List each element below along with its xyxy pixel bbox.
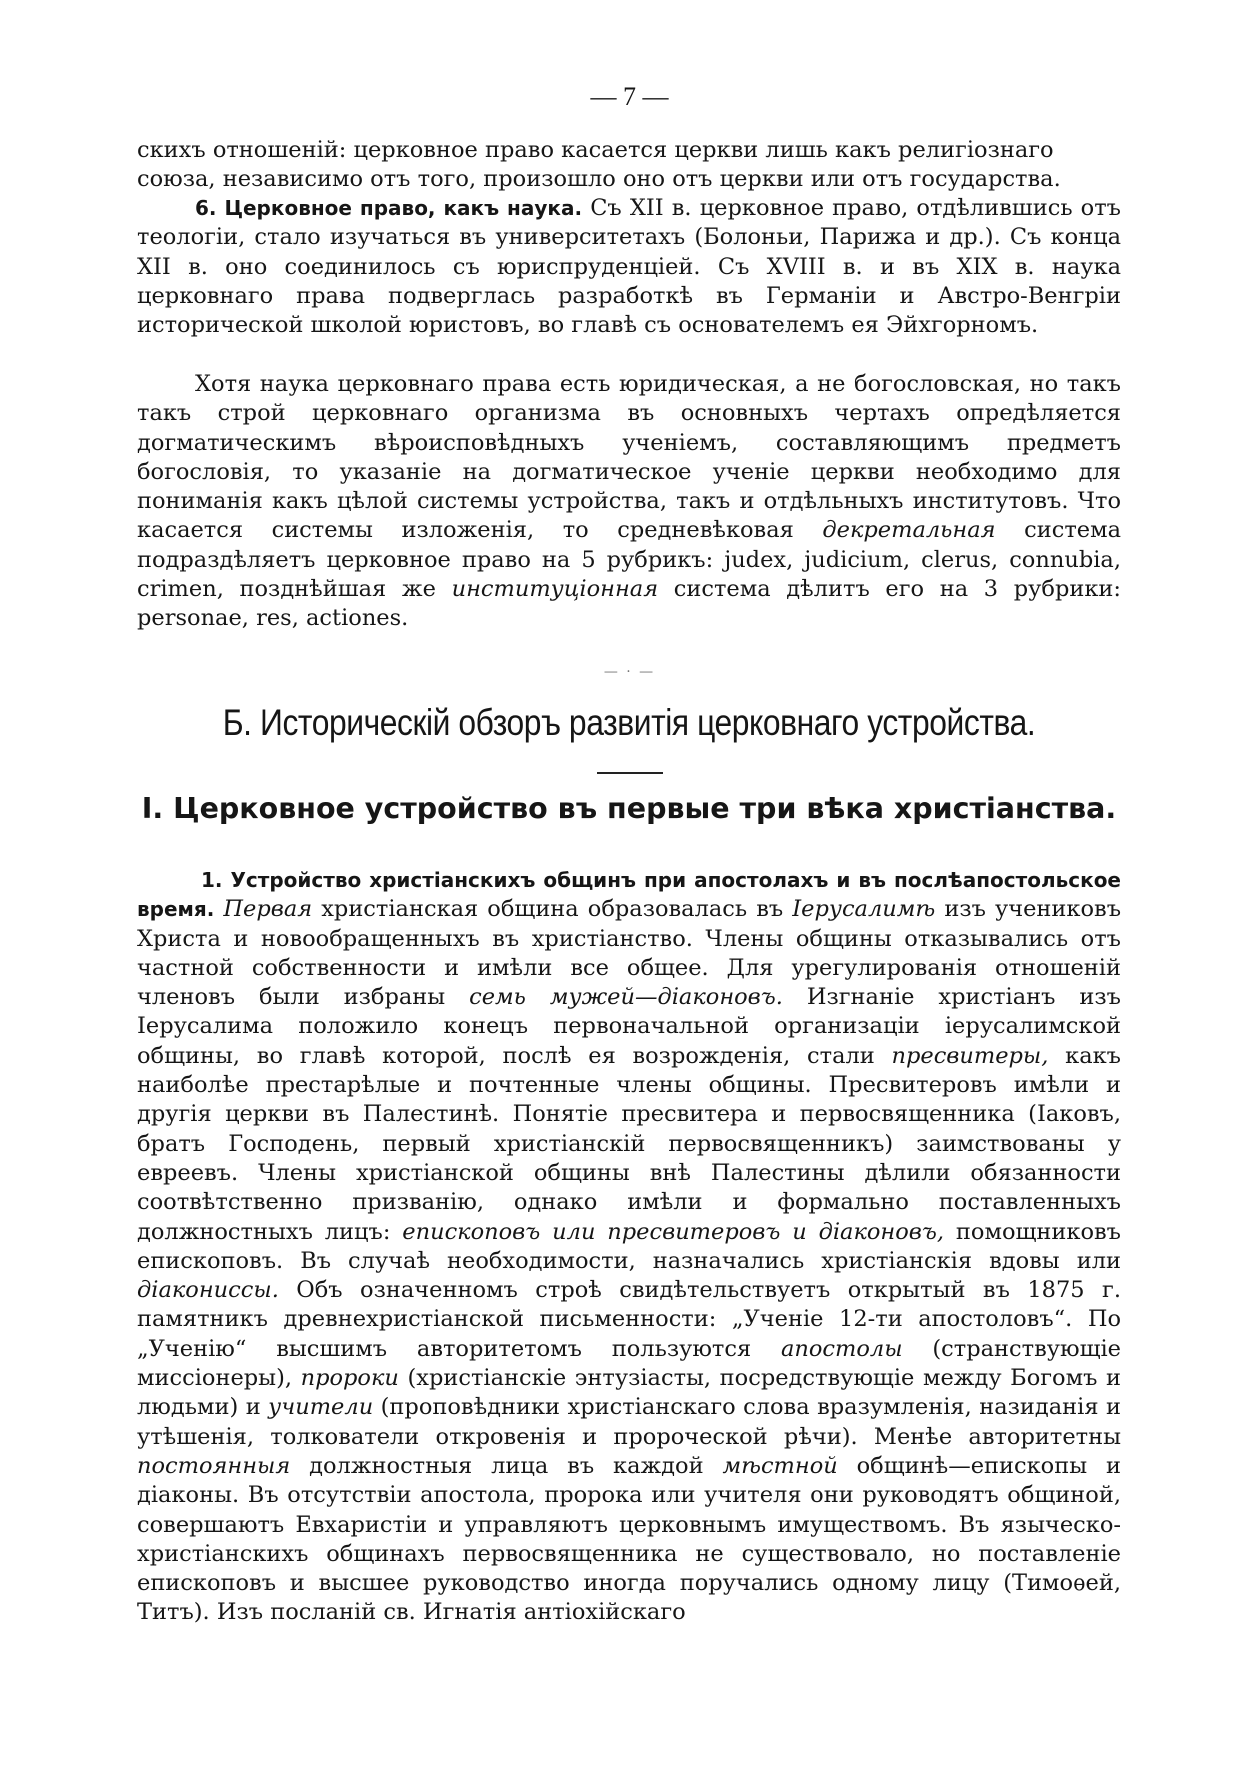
paragraph-text: Съ XII в. церковное право, отдѣлившись отъ теологіи, стало изучаться въ университетахъ (Болоньи, Парижа и др.). Съ конца XII в. оно соединилось съ юриспруденціей. Съ XVIII в. и въ XIX в. наука церковнаго права подверглась разработкѣ въ Германіи и Австро-Венгріи исторической школой юристовъ, во главѣ съ основателемъ ея Эйхгорномъ. [137, 195, 1121, 339]
section-title: Б. Историческій обзоръ развитія церковнаго устройства. [222, 702, 1036, 743]
italic-term: епископовъ или пресвитеровъ и діаконовъ, [402, 1218, 945, 1245]
italic-term: учители [268, 1394, 374, 1421]
italic-term: мѣстной [722, 1452, 838, 1479]
paragraph-science-system [137, 370, 1121, 634]
paragraph-church-law-as-science [137, 194, 1121, 340]
paragraph-christian-communities: 1. Устройство христіанскихъ общинъ при апостолахъ и въ послѣапостольское время. Первая христіанская община образовалась въ Іерусалимѣ изъ учениковъ Христа и новообращенныхъ въ христіанство. Члены общины отказывались отъ частной собственности и имѣли все общее. Для урегулированія отношеній членовъ были избраны семь мужей—діаконовъ. Изгнаніе христіанъ изъ Іерусалима положило конецъ первоначальной организаціи іерусалимской общины, во главѣ которой, послѣ ея возрожденія, стали пресвитеры, какъ наиболѣе престарѣлые и почтенные члены общины. Пресвитеровъ имѣли и другія церкви въ Палестинѣ. Понятіе пресвитера и первосвященника (Іаковъ, братъ Господень, первый христіанскій первосвященникъ) заимствованы у евреевъ. Члены христіанской общины внѣ Палестины дѣлили обязанности соотвѣтственно призванію, однако имѣли и формально поставленныхъ должностныхъ лицъ: епископовъ или пресвитеровъ и діаконовъ, помощниковъ епископовъ. Въ случаѣ необходимости, назначались христіанскія вдовы или діакониссы. Объ означенномъ строѣ свидѣтельствуетъ открытый въ 1875 г. памятникъ древнехристіанской письменности: „Ученіе 12-ти апостоловъ“. По „Ученію“ высшимъ авторитетомъ пользуются апостолы (странствующіе миссіонеры), пророки (христіанскіе энтузіасты, посредствующіе между Богомъ и людьми) и учители (проповѣдники христіанскаго слова вразумленія, назиданія и утѣшенія, толкователи откровенія и пророческой рѣчи). Менѣе авторитетны постоянныя должностныя лица въ каждой мѣстной общинѣ—епископы и діаконы. Въ отсутствіи апостола, пророка или учителя они руководятъ общиной, совершаютъ Евхаристіи и управляютъ церковнымъ имуществомъ. Въ языческо-христіанскихъ общинахъ первосвященника не существовало, но поставленіе епископовъ и высшее руководство иногда поручались одному лицу (Тимоѳей, Титъ). Изъ посланій св. Игнатія антіохійскаго [137, 868, 1122, 1626]
italic-term: Іерусалимѣ [792, 896, 936, 923]
page-number: — 7 — [590, 82, 669, 111]
italic-term: пресвитеры, [891, 1042, 1049, 1069]
paragraph-heading: 1. Устройство христіанскихъ общинъ при апостолахъ и въ послѣапостольское время. [137, 868, 1121, 922]
italic-term: діакониссы. [137, 1277, 279, 1304]
italic-term: постоянныя [137, 1452, 291, 1479]
text-line: союза, независимо отъ того, произошло оно отъ церкви или отъ государства. [137, 166, 1061, 193]
paragraph-continued [137, 136, 1121, 195]
paragraph-text: система подраздѣляетъ церковное право на 5 рубрикъ: judex, judicium, clerus, connubia, crimen, позднѣйшая же [137, 517, 1121, 603]
paragraph-text: система дѣлитъ его на 3 рубрики: personae, res, actiones. [137, 576, 1121, 632]
chapter-title: I. Церковное устройство въ первые три вѣка христіанства. [141, 792, 1117, 825]
paragraph-text: Хотя наука церковнаго права есть юридическая, а не богословская, но такъ такъ строй церковнаго организма въ основныхъ чертахъ опредѣляется догматическимъ вѣроисповѣдныхъ ученіемъ, составляющимъ предметъ богословія, то указаніе на догматическое ученіе церкви необходимо для пониманія какъ цѣлой системы устройства, такъ и отдѣльныхъ институтовъ. Что касается системы изложенія, то средневѣковая [137, 371, 1121, 544]
title-rule [597, 772, 663, 774]
italic-term: апостолы [780, 1335, 903, 1362]
paragraph-heading: 6. Церковное право, какъ наука. [195, 196, 583, 220]
italic-term: декретальная [822, 517, 996, 544]
italic-term: пророки [300, 1365, 399, 1392]
section-separator: — · — [603, 664, 656, 680]
italic-term: Первая [223, 896, 313, 923]
italic-term: институціонная [451, 576, 659, 603]
italic-term: семь мужей—діаконовъ. [469, 984, 783, 1011]
text-line: скихъ отношеній: церковное право касается церкви лишь какъ религіознаго [137, 137, 1054, 163]
